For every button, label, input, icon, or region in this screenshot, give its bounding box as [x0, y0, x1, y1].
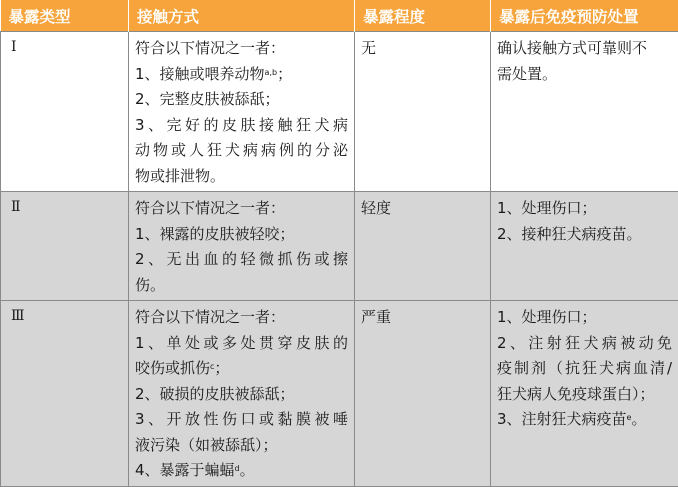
- contact-line: 动物或人狂犬病病例的分泌: [135, 138, 348, 164]
- contact-line: 3、开放性伤口或黏膜被唾: [135, 407, 348, 433]
- disposal-cell: [491, 192, 678, 301]
- disposal-line: 确认接触方式可靠则不: [497, 36, 672, 62]
- exposure-degree-cell: 无: [355, 32, 491, 192]
- disposal-line: 3、注射狂犬病疫苗$^e$。: [497, 407, 672, 433]
- contact-line: 2、破损的皮肤被舔舐；: [135, 382, 348, 408]
- contact-method-cell: [129, 301, 355, 487]
- contact-line: 伤。: [135, 273, 348, 299]
- table-row: [1, 32, 678, 192]
- contact-line: 符合以下情况之一者：: [135, 36, 348, 62]
- header-post-exposure-disposal: 暴露后免疫预防处置: [491, 0, 678, 32]
- contact-line: 1、裸露的皮肤被轻咬；: [135, 222, 348, 248]
- contact-line: 液污染（如被舔舐）；: [135, 433, 348, 459]
- exposure-type-cell: Ⅰ: [1, 32, 129, 192]
- disposal-line: 疫制剂（抗狂犬病血清/: [497, 356, 672, 382]
- contact-line: 3、完好的皮肤接触狂犬病: [135, 113, 348, 139]
- footnote-marker: d: [235, 464, 240, 473]
- header-contact-method: 接触方式: [129, 0, 355, 32]
- footnote-marker: c: [210, 362, 214, 371]
- table-row: [1, 192, 678, 301]
- disposal-line: 2、接种狂犬病疫苗。: [497, 222, 672, 248]
- footnote-marker: e: [627, 413, 632, 422]
- disposal-line: 1、处理伤口；: [497, 196, 672, 222]
- disposal-line: 1、处理伤口；: [497, 305, 672, 331]
- contact-line: 符合以下情况之一者：: [135, 305, 348, 331]
- disposal-line: 2、注射狂犬病被动免: [497, 331, 672, 357]
- contact-line: 2、完整皮肤被舔舐；: [135, 87, 348, 113]
- header-exposure-type: 暴露类型: [1, 0, 129, 32]
- contact-method-cell: [129, 192, 355, 301]
- exposure-degree-cell: 严重: [355, 301, 491, 487]
- contact-line: 2、无出血的轻微抓伤或擦: [135, 247, 348, 273]
- contact-line: 1、单处或多处贯穿皮肤的: [135, 331, 348, 357]
- header-exposure-degree: 暴露程度: [355, 0, 491, 32]
- disposal-line: 狂犬病人免疫球蛋白）；: [497, 382, 672, 408]
- disposal-line: 需处置。: [497, 62, 672, 88]
- contact-line: 咬伤或抓伤$^c$；: [135, 356, 348, 382]
- table-row: [1, 301, 678, 487]
- contact-line: 物或排泄物。: [135, 164, 348, 190]
- contact-line: 1、接触或喂养动物$^{a,b}$；: [135, 62, 348, 88]
- contact-method-cell: [129, 32, 355, 192]
- exposure-degree-cell: 轻度: [355, 192, 491, 301]
- exposure-type-cell: Ⅲ: [1, 301, 129, 487]
- header-row: [1, 0, 678, 32]
- disposal-cell: [491, 301, 678, 487]
- contact-line: 符合以下情况之一者：: [135, 196, 348, 222]
- footnote-marker: a,b: [265, 68, 278, 77]
- contact-line: 4、暴露于蝙蝠$^d$。: [135, 458, 348, 484]
- exposure-type-cell: Ⅱ: [1, 192, 129, 301]
- disposal-cell: [491, 32, 678, 192]
